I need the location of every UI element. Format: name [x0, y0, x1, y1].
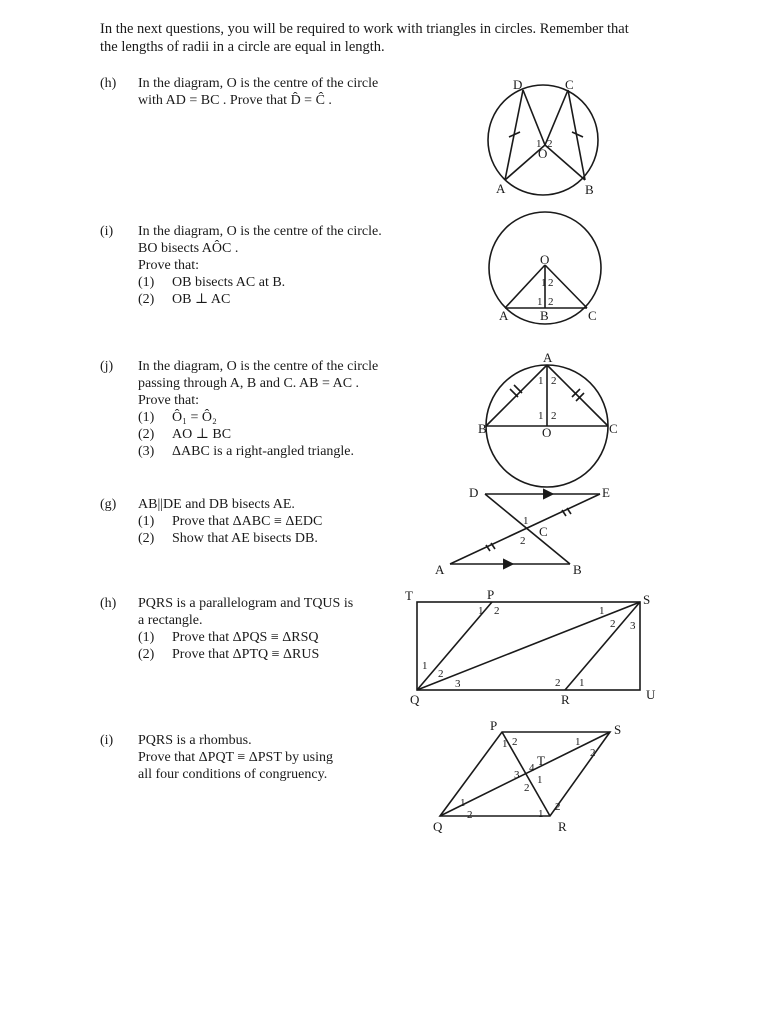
label-angle: 4: [529, 762, 535, 774]
label-point-b: B: [478, 421, 487, 436]
label-angle: 1: [478, 605, 484, 617]
label-angle: 2: [494, 605, 500, 617]
label-angle: 2: [590, 747, 596, 759]
label-point-o: O: [540, 252, 550, 267]
label-angle: 2: [467, 809, 473, 821]
question-label: (j): [100, 359, 114, 374]
question-text: PQRS is a rhombus.: [138, 733, 252, 748]
label-point-b: B: [585, 182, 594, 197]
intro-line-2: the lengths of radii in a circle are equal in length.: [100, 39, 385, 55]
label-point-c: C: [609, 421, 618, 436]
question-part: (1) OB bisects AC at B.: [138, 275, 286, 290]
label-point-a: A: [543, 350, 553, 365]
label-point-q: Q: [433, 819, 443, 834]
question-label: (i): [100, 733, 114, 748]
label-angle: 1: [537, 774, 543, 786]
label-point-s: S: [614, 722, 622, 737]
question-text: all four conditions of congruency.: [138, 767, 328, 782]
question-text: PQRS is a parallelogram and TQUS is: [138, 596, 354, 611]
question-text: Prove that ΔPQT ≡ ΔPST by using: [138, 750, 333, 765]
label-angle: 3: [455, 678, 461, 690]
question-text: a rectangle.: [138, 613, 203, 628]
label-angle: 2: [548, 296, 554, 308]
question-label: (h): [100, 76, 117, 91]
question-label: (i): [100, 224, 114, 239]
figure-rhombus: [440, 732, 610, 816]
figure-parallel-lines: [450, 494, 600, 564]
label-point-c: C: [539, 524, 548, 539]
label-point-p: P: [490, 718, 498, 733]
label-point-c: C: [588, 308, 597, 323]
label-angle: 2: [520, 535, 526, 547]
label-angle: 1: [538, 808, 544, 820]
figure-circle-ad-bc: [488, 85, 598, 195]
label-angle: 1: [579, 677, 585, 689]
label-point-c: C: [565, 77, 574, 92]
label-angle: 1: [536, 138, 542, 150]
label-angle: 1: [541, 277, 547, 289]
label-point-u: U: [646, 687, 656, 702]
label-angle: 2: [512, 736, 518, 748]
label-angle: 2: [555, 677, 561, 689]
label-point-r: R: [558, 819, 567, 834]
label-point-b: B: [573, 562, 582, 577]
label-angle: 2: [547, 138, 553, 150]
label-point-d: D: [469, 485, 479, 500]
label-angle: 1: [523, 515, 529, 527]
question-part: (2) OB ⊥ AC: [138, 292, 231, 307]
label-point-o: O: [542, 425, 552, 440]
question-text: Prove that:: [138, 258, 200, 273]
label-point-r: R: [561, 692, 570, 707]
label-point-d: D: [513, 77, 523, 92]
question-text: In the diagram, O is the centre of the circle: [138, 359, 379, 374]
label-point-q: Q: [410, 692, 420, 707]
label-angle: 2: [438, 668, 444, 680]
label-angle: 1: [502, 738, 508, 750]
label-point-e: E: [602, 485, 610, 500]
label-point-t: T: [537, 753, 545, 768]
label-angle: 1: [538, 410, 544, 422]
label-angle: 2: [551, 410, 557, 422]
intro-line-1: In the next questions, you will be required to work with triangles in circles. Remember that: [100, 21, 629, 37]
question-part: (1) Ô₁ = Ô₂: [138, 410, 217, 425]
label-angle: 1: [460, 797, 466, 809]
label-angle: 1: [422, 660, 428, 672]
label-angle: 1: [538, 375, 544, 387]
question-label: (g): [100, 497, 117, 512]
question-text: In the diagram, O is the centre of the circle: [138, 76, 379, 91]
question-label: (h): [100, 596, 117, 611]
label-angle: 3: [630, 620, 636, 632]
question-part: (1) Prove that ΔABC ≡ ΔEDC: [138, 514, 323, 529]
question-part: (2) Prove that ΔPTQ ≡ ΔRUS: [138, 647, 320, 662]
question-part: (2) Show that AE bisects DB.: [138, 531, 318, 546]
label-angle: 1: [575, 736, 581, 748]
label-angle: 2: [555, 801, 561, 813]
label-point-a: A: [435, 562, 445, 577]
label-point-a: A: [499, 308, 509, 323]
question-text: passing through A, B and C. AB = AC .: [138, 376, 360, 391]
question-part: (1) Prove that ΔPQS ≡ ΔRSQ: [138, 630, 319, 645]
label-angle: 2: [551, 375, 557, 387]
label-point-o: O: [538, 146, 548, 161]
label-angle: 2: [548, 277, 554, 289]
question-text: In the diagram, O is the centre of the circle.: [138, 224, 382, 239]
label-point-a: A: [496, 181, 506, 196]
figure-rectangle-parallelogram: [417, 602, 640, 690]
label-point-b: B: [540, 308, 549, 323]
label-angle: 2: [610, 618, 616, 630]
label-angle: 2: [524, 782, 530, 794]
label-point-p: P: [487, 587, 495, 602]
question-part: (2) AO ⊥ BC: [138, 427, 232, 442]
label-point-t: T: [405, 588, 413, 603]
label-angle: 1: [599, 605, 605, 617]
question-text: with AD = BC . Prove that D̂ = Ĉ .: [138, 93, 332, 108]
label-angle: 3: [514, 769, 520, 781]
label-angle: 1: [537, 296, 543, 308]
question-text: AB||DE and DB bisects AE.: [138, 497, 295, 512]
question-part: (3) ΔABC is a right-angled triangle.: [138, 444, 355, 459]
question-text: BO bisects AÔC .: [138, 241, 239, 256]
label-point-s: S: [643, 592, 651, 607]
question-text: Prove that:: [138, 393, 200, 408]
